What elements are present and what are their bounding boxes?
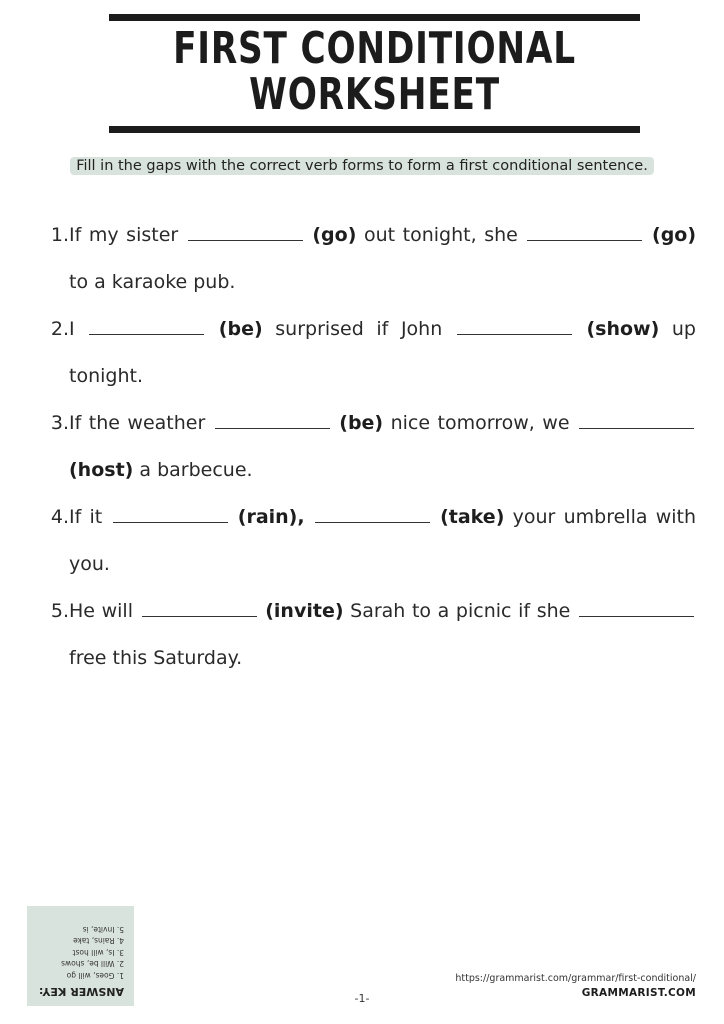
question-number: 3. xyxy=(50,412,69,434)
text-segment: up tonight. xyxy=(69,318,696,387)
text-segment: to a karaoke pub. xyxy=(69,271,236,293)
answer-blank[interactable] xyxy=(579,414,694,429)
text-segment: free this Saturday. xyxy=(69,647,243,669)
question-text xyxy=(69,494,696,588)
answer-item: 5. Invite, is xyxy=(82,925,124,934)
text-segment: out tonight, she xyxy=(363,224,518,246)
text-segment: I xyxy=(69,318,75,340)
answer-key-upside-down xyxy=(27,906,134,1006)
question-number: 2. xyxy=(50,318,69,340)
verb-hint: (be) xyxy=(218,318,263,340)
answer-blank[interactable] xyxy=(188,226,303,241)
answer-blank[interactable] xyxy=(579,602,694,617)
answer-item: 2. Will be, shows xyxy=(61,959,124,969)
title-line-2: WORKSHEET xyxy=(249,69,500,120)
answer-blank[interactable] xyxy=(315,508,430,523)
worksheet-title xyxy=(167,23,581,120)
answer-blank[interactable] xyxy=(527,226,642,241)
answer-blank[interactable] xyxy=(142,602,257,617)
question-text xyxy=(69,306,696,400)
verb-hint: (go) xyxy=(312,224,357,246)
text-segment: Sarah to a picnic if she xyxy=(350,600,571,622)
question-number: 4. xyxy=(50,506,69,528)
question-text xyxy=(69,588,696,682)
answer-item: 1. Goes, will go xyxy=(66,971,124,980)
answer-item: 3. Is, will host xyxy=(72,948,124,957)
top-rule xyxy=(109,14,640,21)
verb-hint: (rain), xyxy=(237,506,305,528)
title-line-1: FIRST CONDITIONAL xyxy=(173,23,576,74)
bottom-rule xyxy=(109,126,640,133)
brand-logo-text: GRAMMARIST.COM xyxy=(581,987,696,999)
instructions-text: Fill in the gaps with the correct verb forms to form a first conditional sentence. xyxy=(70,157,654,175)
verb-hint: (invite) xyxy=(265,600,344,622)
answer-key-title: ANSWER KEY: xyxy=(38,985,124,998)
verb-hint: (take) xyxy=(440,506,505,528)
instructions xyxy=(60,155,664,177)
question-number: 1. xyxy=(50,224,69,246)
verb-hint: (host) xyxy=(69,459,134,481)
source-url[interactable]: https://grammarist.com/grammar/first-conditional/ xyxy=(455,973,696,984)
question-list xyxy=(46,212,696,682)
answer-blank[interactable] xyxy=(89,320,204,335)
text-segment: He will xyxy=(69,600,133,622)
question-3 xyxy=(46,400,696,494)
question-5 xyxy=(46,588,696,682)
answer-blank[interactable] xyxy=(215,414,330,429)
question-text xyxy=(69,400,696,494)
page-number: -1- xyxy=(354,992,370,1005)
text-segment: If the weather xyxy=(69,412,206,434)
text-segment: If my sister xyxy=(69,224,179,246)
answer-item: 4. Rains, take xyxy=(73,936,124,946)
text-segment: a barbecue. xyxy=(139,459,253,481)
text-segment: nice tomorrow, we xyxy=(390,412,570,434)
answer-key-box xyxy=(27,906,134,1006)
question-text xyxy=(69,212,696,306)
question-2 xyxy=(46,306,696,400)
question-4 xyxy=(46,494,696,588)
text-segment: If it xyxy=(69,506,103,528)
answer-blank[interactable] xyxy=(113,508,228,523)
verb-hint: (show) xyxy=(586,318,660,340)
verb-hint: (go) xyxy=(652,224,697,246)
text-segment: your umbrella with you. xyxy=(69,506,697,575)
question-number: 5. xyxy=(50,600,69,622)
question-1 xyxy=(46,212,696,306)
text-segment: surprised if John xyxy=(275,318,443,340)
answer-blank[interactable] xyxy=(457,320,572,335)
verb-hint: (be) xyxy=(339,412,384,434)
